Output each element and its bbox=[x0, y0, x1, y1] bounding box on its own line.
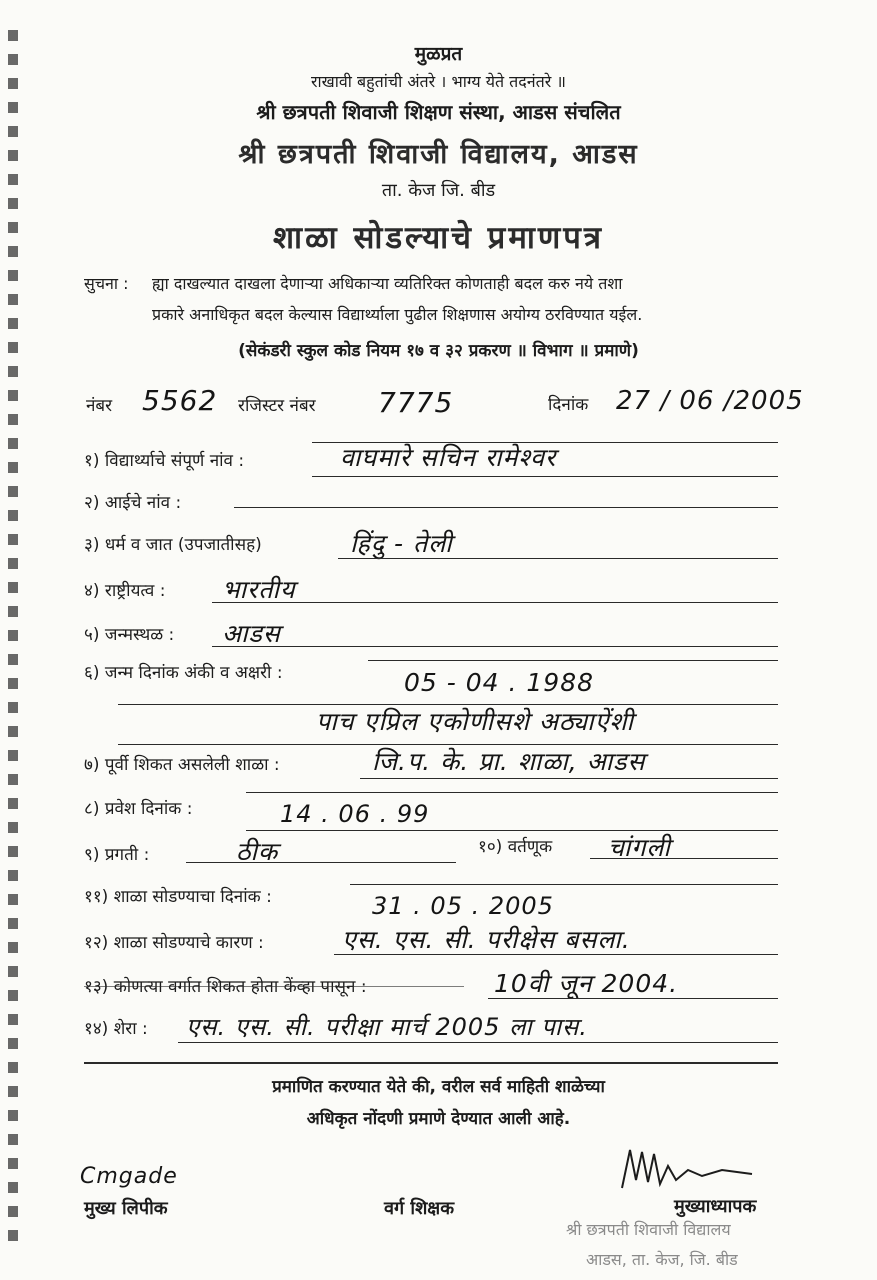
field-14-line-2 bbox=[84, 1062, 778, 1064]
notice-line-1: ह्या दाखल्यात दाखला देणाऱ्या अधिकाऱ्या व्यतिरिक्त कोणताही बदल करु नये तशा bbox=[152, 274, 623, 293]
field-1-line bbox=[312, 442, 778, 443]
date-label: दिनांक bbox=[548, 395, 589, 415]
field-4-value: भारतीय bbox=[222, 575, 296, 604]
field-11-value: 31 . 05 . 2005 bbox=[372, 892, 554, 920]
field-2-line bbox=[234, 507, 778, 508]
field-7-label: ७) पूर्वी शिकत असलेली शाळा : bbox=[84, 755, 280, 775]
notice-label: सुचना : bbox=[84, 274, 129, 293]
field-3-label: ३) धर्म व जात (उपजातीसह) bbox=[84, 535, 262, 555]
field-14-label: १४) शेरा : bbox=[84, 1019, 148, 1039]
clerk-label: मुख्य लिपीक bbox=[84, 1198, 168, 1219]
certificate-title: शाळा सोडल्याचे प्रमाणपत्र bbox=[272, 220, 605, 256]
headmaster-label: मुख्याध्यापक bbox=[674, 1196, 757, 1217]
rule-reference: (सेकंडरी स्कुल कोड नियम १७ व ३२ प्रकरण ॥ विभाग ॥ प्रमाणे) bbox=[238, 341, 639, 361]
field-10-label: १०) वर्तणूक bbox=[478, 837, 553, 857]
school-location: ता. केज जि. बीड bbox=[381, 180, 496, 201]
field-6-line bbox=[368, 660, 778, 661]
field-1-line-2 bbox=[312, 476, 778, 477]
school-name: श्री छत्रपती शिवाजी विद्यालय, आडस bbox=[238, 139, 639, 170]
society-name: श्री छत्रपती शिवाजी शिक्षण संस्था, आडस संचलित bbox=[256, 100, 621, 124]
field-11-line bbox=[350, 884, 778, 885]
field-14-line bbox=[178, 1042, 778, 1043]
motto: राखावी बहुतांची अंतरे । भाग्य येते तदनंतरे ॥ bbox=[310, 72, 567, 91]
field-8-value: 14 . 06 . 99 bbox=[280, 800, 430, 828]
field-13-strike bbox=[84, 986, 464, 987]
field-4-line bbox=[212, 602, 778, 603]
class-teacher-label: वर्ग शिक्षक bbox=[384, 1198, 455, 1219]
field-13-line bbox=[488, 998, 778, 999]
field-5-label: ५) जन्मस्थळ : bbox=[84, 625, 175, 645]
certify-line-2: अधिकृत नोंदणी प्रमाणे देण्यात आली आहे. bbox=[306, 1109, 571, 1129]
field-1-value: वाघमारे सचिन रामेश्वर bbox=[340, 443, 557, 472]
field-12-line bbox=[334, 954, 778, 955]
register-value: 7775 bbox=[378, 386, 454, 419]
field-3-line bbox=[338, 558, 778, 559]
field-8-line-2 bbox=[246, 830, 778, 831]
field-9-value: ठीक bbox=[236, 837, 279, 866]
field-9-label: ९) प्रगती : bbox=[84, 845, 150, 865]
certify-line-1: प्रमाणित करण्यात येते की, वरील सर्व माहिती शाळेच्या bbox=[272, 1077, 605, 1097]
field-10-line bbox=[590, 858, 778, 859]
field-13-label: १३) कोणत्या वर्गात शिकत होता केंव्हा पासून : bbox=[84, 977, 367, 997]
field-5-line bbox=[212, 646, 778, 647]
number-value: 5562 bbox=[142, 384, 218, 417]
clerk-signature: Cmgade bbox=[80, 1164, 178, 1189]
field-4-label: ४) राष्ट्रीयत्व : bbox=[84, 581, 166, 601]
field-7-line bbox=[360, 778, 778, 779]
field-5-value: आडस bbox=[222, 619, 281, 648]
field-9-line bbox=[186, 862, 456, 863]
stamp-line-1: श्री छत्रपती शिवाजी विद्यालय bbox=[566, 1220, 731, 1239]
date-value: 27 / 06 /2005 bbox=[616, 386, 804, 416]
field-7-value: जि.प. के. प्रा. शाळा, आडस bbox=[372, 747, 646, 776]
field-8-label: ८) प्रवेश दिनांक : bbox=[84, 799, 193, 819]
field-11-label: ११) शाळा सोडण्याचा दिनांक : bbox=[84, 887, 272, 907]
field-6-label: ६) जन्म दिनांक अंकी व अक्षरी : bbox=[84, 663, 283, 683]
field-6-value: 05 - 04 . 1988 bbox=[404, 668, 595, 697]
field-10-value: चांगली bbox=[608, 833, 671, 862]
stamp-line-2: आडस, ता. केज, जि. बीड bbox=[586, 1250, 738, 1269]
field-1-label: १) विद्यार्थ्याचे संपूर्ण नांव : bbox=[84, 451, 245, 471]
field-14-value: एस. एस. सी. परीक्षा मार्च 2005 ला पास. bbox=[186, 1013, 588, 1041]
field-3-value: हिंदु - तेली bbox=[350, 529, 453, 558]
notice-line-2: प्रकारे अनाधिकृत बदल केल्यास विद्यार्थ्याला पुढील शिक्षणास अयोग्य ठरविण्यात यईल. bbox=[152, 305, 643, 324]
field-12-value: एस. एस. सी. परीक्षेस बसला. bbox=[342, 925, 631, 954]
headmaster-signature bbox=[612, 1140, 762, 1200]
register-label: रजिस्टर नंबर bbox=[238, 396, 316, 416]
number-label: नंबर bbox=[86, 396, 113, 416]
field-6-words: पाच एप्रिल एकोणीसशे अठ्याऐंशी bbox=[316, 707, 634, 736]
perforation-edge bbox=[8, 30, 18, 1250]
field-2-label: २) आईचे नांव : bbox=[84, 493, 182, 513]
copy-mark: मुळप्रत bbox=[414, 43, 463, 65]
field-8-line bbox=[246, 792, 778, 793]
field-12-label: १२) शाळा सोडण्याचे कारण : bbox=[84, 933, 264, 953]
field-13-value: 10वी जून 2004. bbox=[494, 969, 679, 998]
